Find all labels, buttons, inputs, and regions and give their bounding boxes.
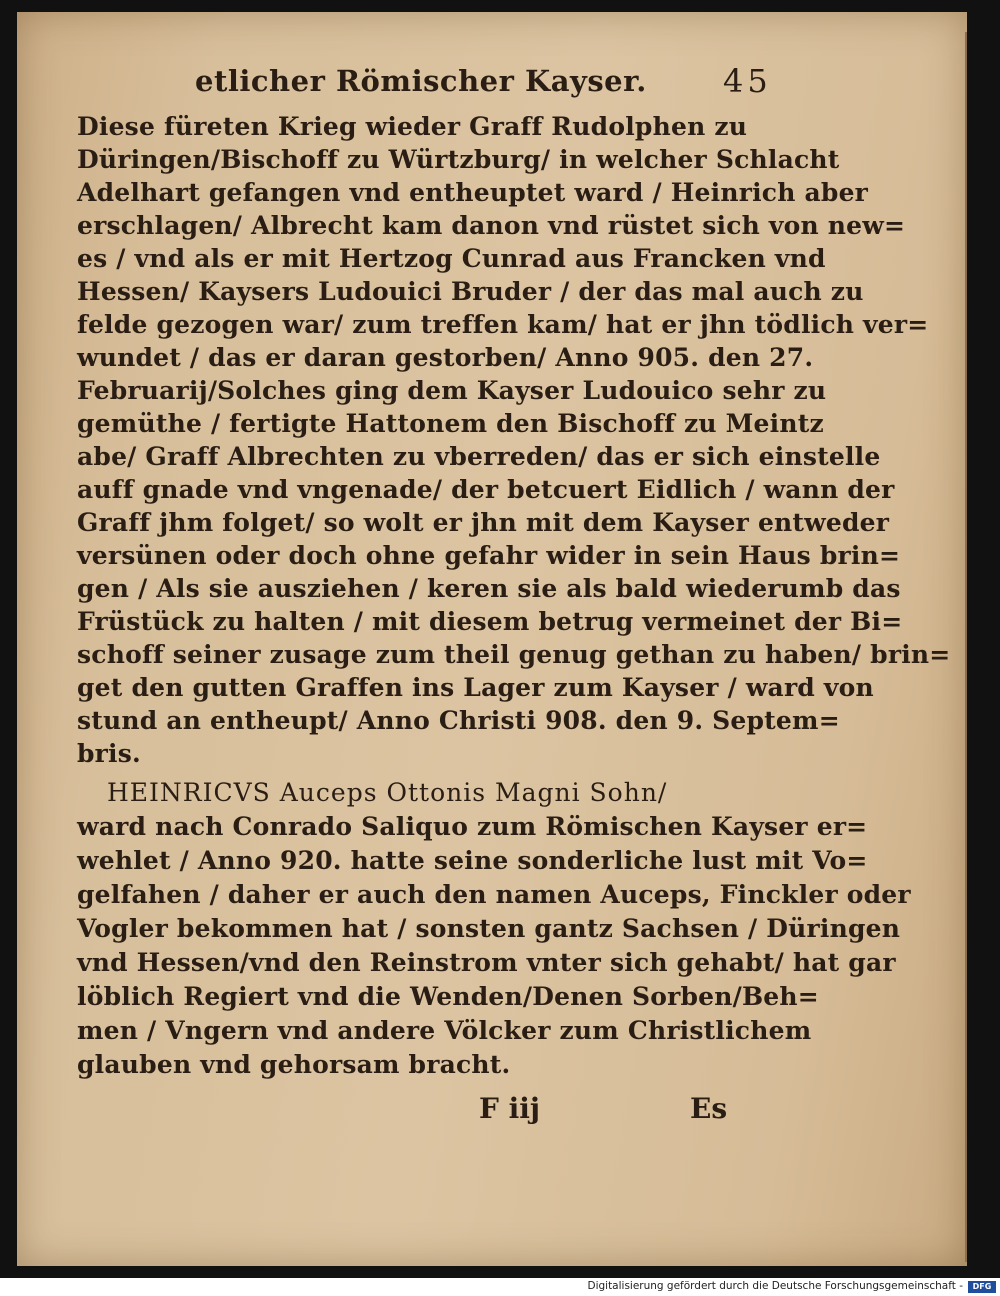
text-line: felde gezogen war/ zum treffen kam/ hat er jhn tödlich ver=	[77, 310, 929, 339]
text-line: gen / Als sie ausziehen / keren sie als bald wiederumb das	[77, 574, 901, 603]
text-line: stund an entheupt/ Anno Christi 908. den 9. Septem=	[77, 706, 840, 735]
footer-credit: Digitalisierung gefördert durch die Deutsche Forschungsgemeinschaft -	[587, 1280, 963, 1292]
signature-mark: F iij	[479, 1092, 541, 1125]
section-heading-line: HEINRICVS Auceps Ottonis Magni Sohn/	[107, 778, 668, 807]
dfg-logo: DFG	[968, 1281, 996, 1293]
text-line: abe/ Graff Albrechten zu vberreden/ das er sich einstelle	[77, 442, 881, 471]
text-line: bris.	[77, 739, 141, 768]
text-line: ward nach Conrado Saliquo zum Römischen Kayser er=	[77, 812, 868, 841]
text-line: Hessen/ Kaysers Ludouici Bruder / der das mal auch zu	[77, 277, 864, 306]
text-line: schoff seiner zusage zum theil genug gethan zu haben/ brin=	[77, 640, 951, 669]
text-line: Februarij/Solches ging dem Kayser Ludouico sehr zu	[77, 376, 827, 405]
text-line: Früstück zu halten / mit diesem betrug vermeinet der Bi=	[77, 607, 903, 636]
text-line: gelfahen / daher er auch den namen Auceps, Finckler oder	[77, 880, 911, 909]
text-line: wehlet / Anno 920. hatte seine sonderliche lust mit Vo=	[77, 846, 868, 875]
text-line: Diese füreten Krieg wieder Graff Rudolphen zu	[77, 112, 748, 141]
text-line: Düringen/Bischoff zu Würtzburg/ in welcher Schlacht	[77, 145, 840, 174]
text-line: es / vnd als er mit Hertzog Cunrad aus Francken vnd	[77, 244, 826, 273]
catchword: Es	[690, 1092, 728, 1125]
text-line: wundet / das er daran gestorben/ Anno 905. den 27.	[77, 343, 814, 372]
text-line: glauben vnd gehorsam bracht.	[77, 1050, 511, 1079]
page-header	[195, 62, 795, 108]
text-line: vnd Hessen/vnd den Reinstrom vnter sich gehabt/ hat gar	[77, 948, 896, 977]
page-edge	[965, 32, 967, 1262]
footer-bar	[0, 1278, 1000, 1296]
book-page	[17, 12, 967, 1266]
text-line: gemüthe / fertigte Hattonem den Bischoff zu Meintz	[77, 409, 824, 438]
text-line: Adelhart gefangen vnd entheuptet ward / Heinrich aber	[77, 178, 869, 207]
text-line: löblich Regiert vnd die Wenden/Denen Sorben/Beh=	[77, 982, 819, 1011]
text-line: Graff jhm folget/ so wolt er jhn mit dem Kayser entweder	[77, 508, 890, 537]
text-line: men / Vngern vnd andere Völcker zum Christlichem	[77, 1016, 812, 1045]
text-line: Vogler bekommen hat / sonsten gantz Sachsen / Düringen	[77, 914, 901, 943]
page-number: 45	[723, 62, 772, 100]
text-line: auff gnade vnd vngenade/ der betcuert Eidlich / wann der	[77, 475, 895, 504]
text-line: erschlagen/ Albrecht kam danon vnd rüstet sich von new=	[77, 211, 906, 240]
text-line: get den gutten Graffen ins Lager zum Kayser / ward von	[77, 673, 874, 702]
body-text	[77, 112, 951, 1092]
text-line: versünen oder doch ohne gefahr wider in sein Haus brin=	[77, 541, 901, 570]
running-head: etlicher Römischer Kayser.	[195, 64, 647, 98]
